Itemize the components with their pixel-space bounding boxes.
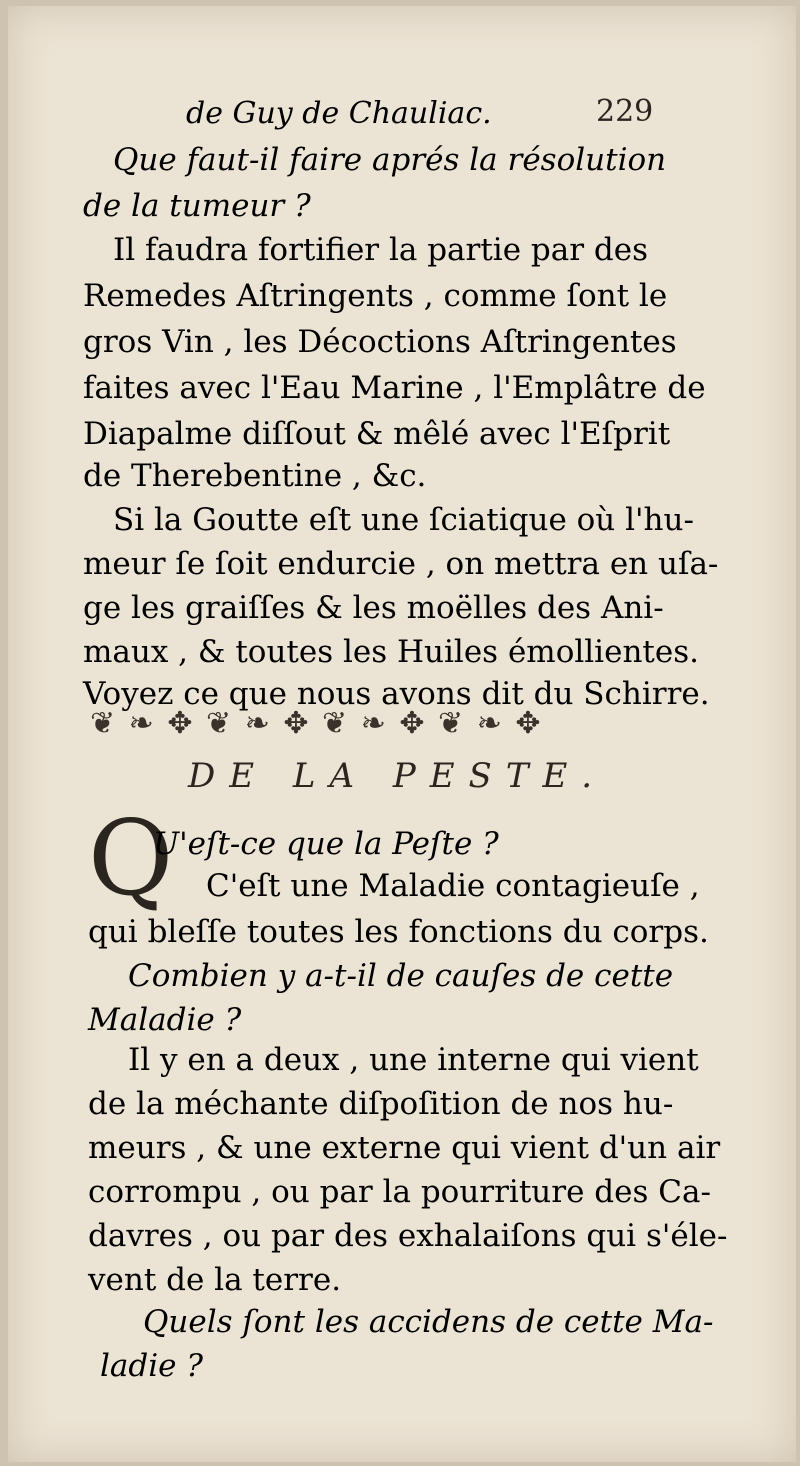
text-line: C'eſt une Maladie contagieuſe , [206,868,700,904]
text-line: corrompu , ou par la pourriture des Ca- [88,1174,711,1210]
text-line: ge les graiſſes & les moëlles des Ani- [83,590,664,626]
text-line: de la méchante diſpoſition de nos hu- [88,1086,674,1122]
text-line: Il y en a deux , une interne qui vient [128,1042,699,1078]
text-line: gros Vin , les Décoctions Aſtringentes [83,324,677,360]
text-line: faites avec l'Eau Marine , l'Emplâtre de [83,370,706,406]
question-line: Que faut-il faire aprés la résolution [113,142,667,178]
question-line: ladie ? [100,1348,203,1384]
text-line: Si la Goutte eſt une ſciatique où l'hu- [113,502,694,538]
drop-cap: Q [88,797,174,919]
text-line: meurs , & une externe qui vient d'un air [88,1130,721,1166]
book-page [8,6,796,1462]
question-line: Combien y a-t-il de cauſes de cette [128,958,674,994]
text-line: qui bleſſe toutes les fonctions du corps. [88,914,709,950]
text-line: Voyez ce que nous avons dit du Schirre. [83,676,710,712]
text-line: Diapalme diſſout & mêlé avec l'Eſprit [83,416,671,452]
page-number: 229 [596,94,654,129]
question-line: U'eſt-ce que la Peſte ? [153,826,499,862]
section-title: DE LA PESTE. [188,756,607,796]
ornament-band: ❦ ❧ ✥ ❦ ❧ ✥ ❦ ❧ ✥ ❦ ❧ ✥ [90,705,543,741]
text-line: de Therebentine , &c. [83,458,427,494]
text-line: maux , & toutes les Huiles émollientes. [83,634,699,670]
question-line: de la tumeur ? [83,188,311,224]
text-line: Remedes Aſtringents , comme ſont le [83,278,668,314]
text-line: meur ſe ſoit endurcie , on mettra en uſa- [83,546,719,582]
text-line: davres , ou par des exhalaiſons qui s'éle- [88,1218,728,1254]
question-line: Quels ſont les accidens de cette Ma- [143,1304,714,1340]
text-line: Il faudra fortifier la partie par des [113,232,649,268]
question-line: Maladie ? [88,1002,242,1038]
text-line: vent de la terre. [88,1262,342,1298]
running-title: de Guy de Chauliac. [186,96,492,131]
